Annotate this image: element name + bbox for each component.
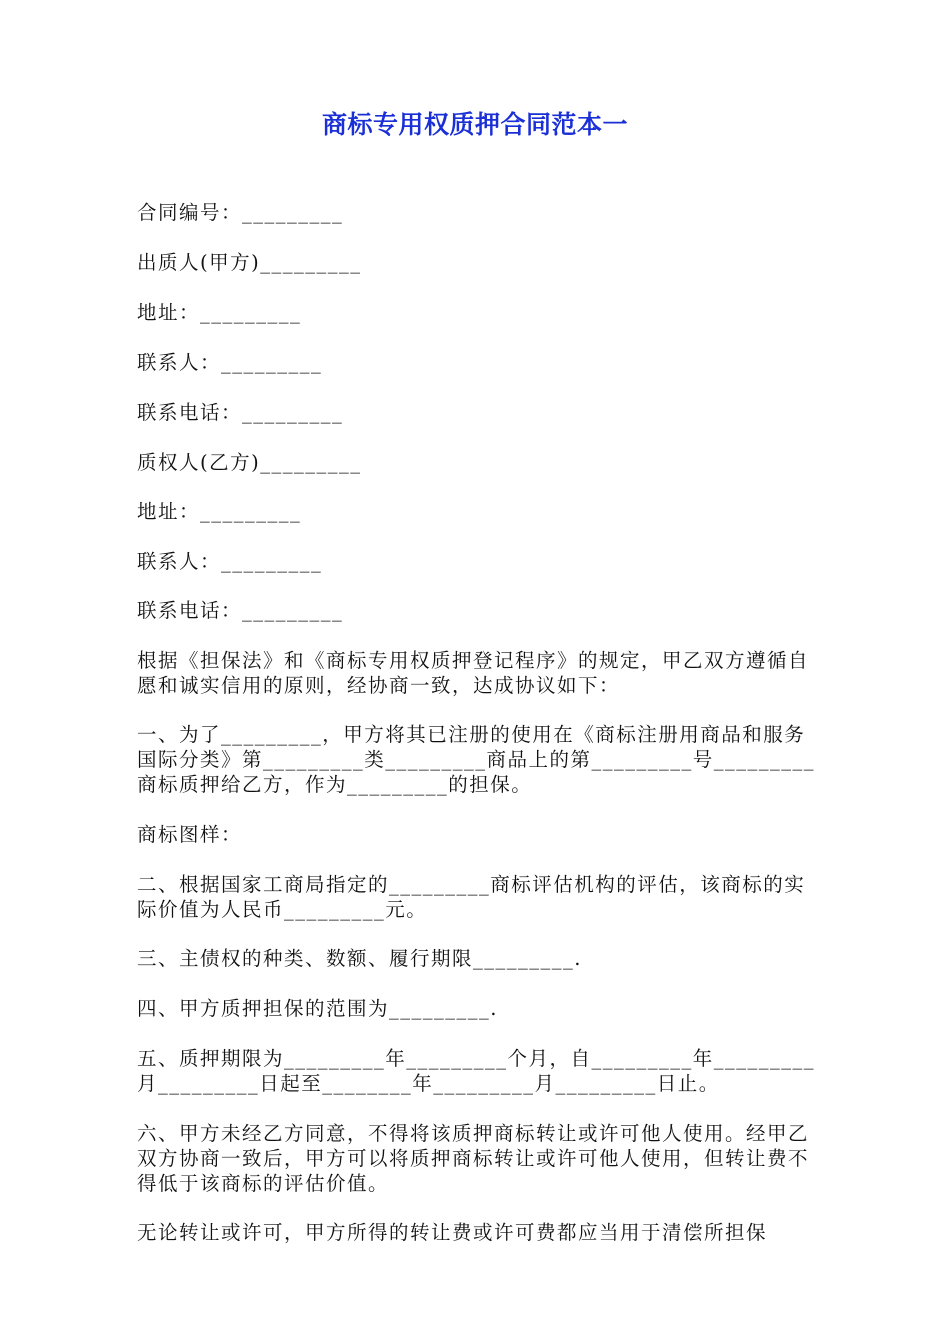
pledgor-address-field: 地址：_________: [137, 301, 302, 324]
preamble-paragraph: 根据《担保法》和《商标专用权质押登记程序》的规定，甲乙双方遵循自愿和诚实信用的原则，经协商一致，达成协议如下：: [137, 649, 810, 697]
pledgor-phone-field: 联系电话：_________: [137, 401, 344, 424]
clause-5-paragraph: 五、质押期限为_________年_________个月，自_________年_________月_________日起至________年_________月_________日止。: [137, 1047, 816, 1095]
trademark-sample-label: 商标图样：: [137, 823, 243, 846]
clause-4-paragraph: 四、甲方质押担保的范围为_________.: [137, 997, 498, 1020]
pledgor-contact-field: 联系人：_________: [137, 351, 323, 374]
pledgee-contact-field: 联系人：_________: [137, 550, 323, 573]
clause-3-paragraph: 三、主债权的种类、数额、履行期限_________.: [137, 947, 582, 970]
clause-6-paragraph: 六、甲方未经乙方同意，不得将该质押商标转让或许可他人使用。经甲乙双方协商一致后，甲方可以将质押商标转让或许可他人使用，但转让费不得低于该商标的评估价值。: [137, 1122, 810, 1195]
clause-1-paragraph: 一、为了_________，甲方将其已注册的使用在《商标注册用商品和服务国际分类》第_________类_________商品上的第_________号_________商标质押给乙方，作为_________的担保。: [137, 723, 816, 796]
clause-2-paragraph: 二、根据国家工商局指定的_________商标评估机构的评估，该商标的实际价值为人民币_________元。: [137, 873, 806, 921]
document-title: 商标专用权质押合同范本一: [321, 110, 628, 139]
pledgee-phone-field: 联系电话：_________: [137, 599, 344, 622]
pledgor-field: 出质人(甲方)_________: [137, 251, 362, 274]
clause-6-continuation: 无论转让或许可，甲方所得的转让费或许可费都应当用于清偿所担保: [137, 1221, 768, 1244]
contract-number-field: 合同编号：_________: [137, 201, 344, 224]
pledgee-field: 质权人(乙方)_________: [137, 451, 362, 474]
pledgee-address-field: 地址：_________: [137, 500, 302, 523]
